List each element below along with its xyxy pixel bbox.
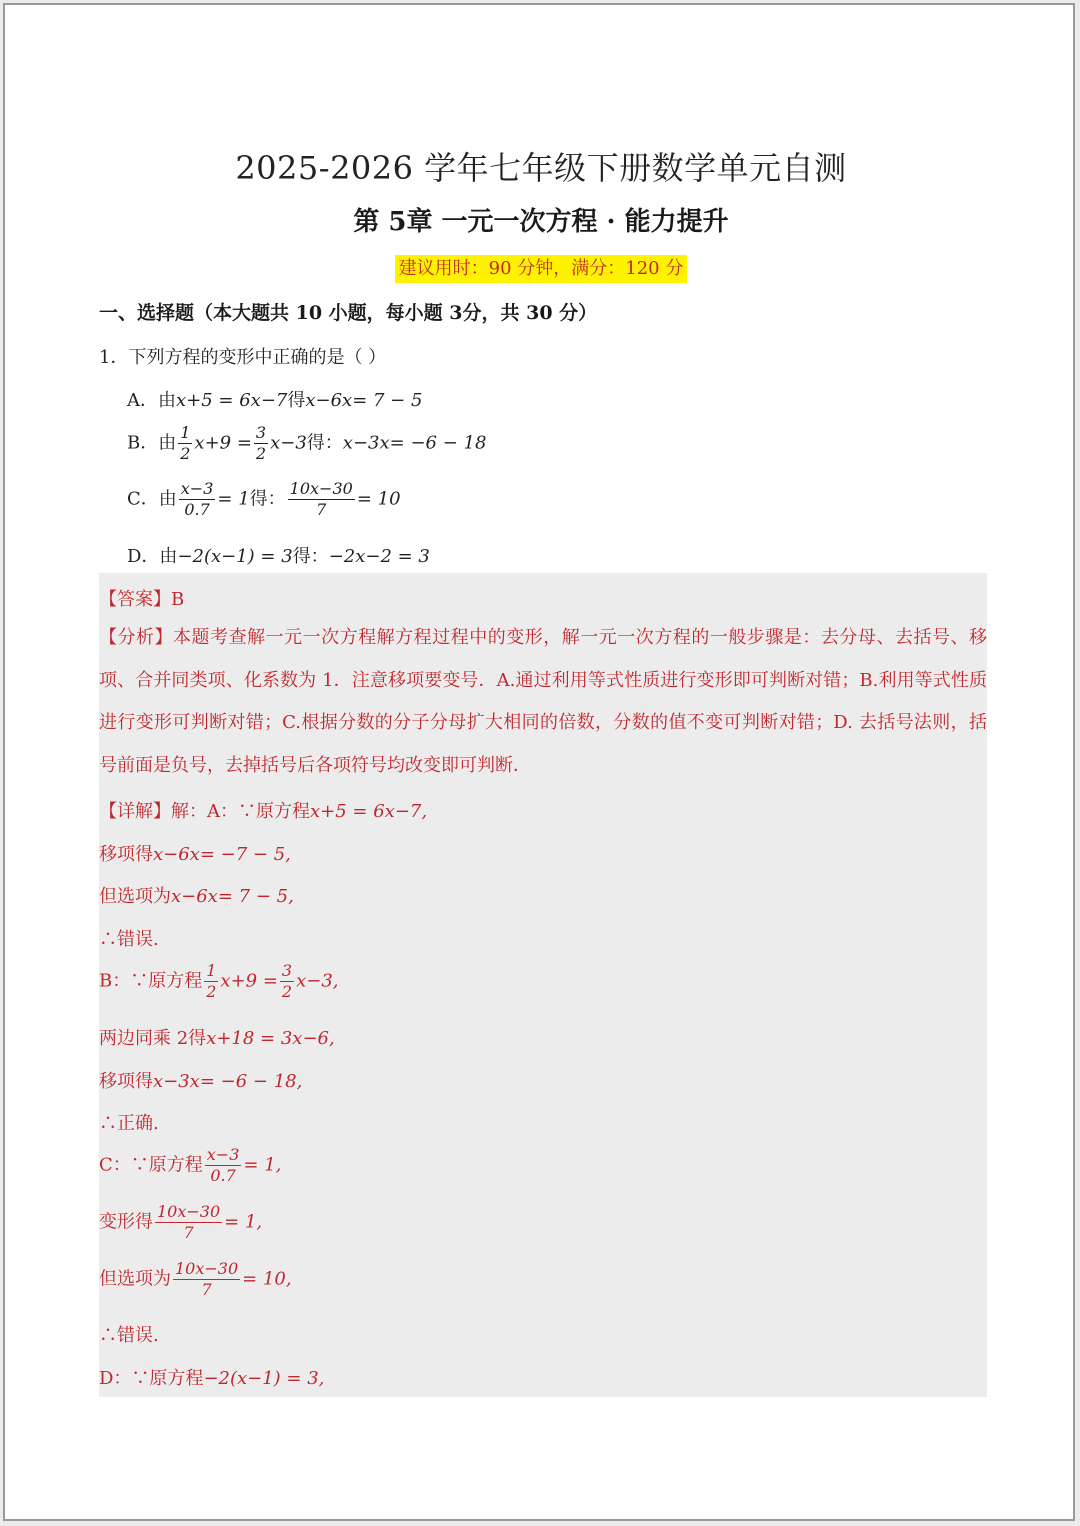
fraction-numerator: 10x−30 xyxy=(175,1259,239,1278)
detail-line-2 xyxy=(99,882,294,908)
fraction-denominator: 2 xyxy=(206,982,217,1001)
fraction-denominator: 2 xyxy=(180,444,191,463)
detail-8-fraction xyxy=(173,1259,240,1300)
option-b xyxy=(127,423,486,464)
detail-math: = 1, xyxy=(224,1211,263,1233)
detail-math: = 1, xyxy=(243,1154,282,1176)
chapter-subtitle: 第 5章 一元一次方程 · 能力提升 xyxy=(353,207,729,237)
option-a-math2: x−6x= 7 − 5 xyxy=(305,390,423,411)
fraction-denominator: 0.7 xyxy=(184,500,210,519)
fraction-numerator: 1 xyxy=(180,423,191,442)
option-b-fraction-1 xyxy=(178,423,192,464)
detail-b-fraction-1 xyxy=(204,961,218,1002)
option-c-math1: = 1 xyxy=(217,488,250,510)
option-b-fraction-2 xyxy=(254,423,268,464)
detail-math: x−3, xyxy=(296,970,339,992)
detail-text: 移项得 xyxy=(99,1071,153,1092)
detail-line-a xyxy=(99,797,427,823)
option-a xyxy=(127,386,422,412)
detail-math: x−3x= −6 − 18, xyxy=(153,1071,303,1092)
detail-line-d xyxy=(99,1364,324,1390)
detail-c-fraction xyxy=(205,1145,242,1186)
fraction-denominator: 2 xyxy=(281,982,293,1001)
detail-line-c xyxy=(99,1145,281,1186)
option-c-de: 得： xyxy=(249,488,286,510)
fraction-denominator: 7 xyxy=(316,500,327,519)
detail-label: 【详解】解：A：∵原方程 xyxy=(99,801,310,822)
option-d-de: 得： xyxy=(292,546,329,567)
fraction-denominator: 7 xyxy=(201,1280,212,1299)
option-b-math1: x+9 = xyxy=(194,432,252,454)
detail-line-8 xyxy=(99,1259,292,1300)
option-c-fraction-1 xyxy=(179,479,216,520)
option-d-math2: −2x−2 = 3 xyxy=(328,546,430,567)
detail-math: = 10, xyxy=(242,1268,292,1290)
option-d-math1: −2(x−1) = 3 xyxy=(177,546,293,567)
detail-line-5 xyxy=(99,1067,302,1093)
section-heading: 一、选择题（本大题共 10 小题，每小题 3分，共 30 分） xyxy=(99,302,598,324)
detail-text: 变形得 xyxy=(99,1211,153,1233)
option-b-prefix: B．由 xyxy=(127,432,177,454)
option-c-math2: = 10 xyxy=(356,488,401,510)
fraction-numerator: 1 xyxy=(206,961,217,980)
answer-line: 【答案】B xyxy=(99,589,185,610)
detail-a-math: x+5 = 6x−7, xyxy=(310,801,428,822)
option-c-prefix: C．由 xyxy=(127,488,177,510)
detail-text: 但选项为 xyxy=(99,1268,171,1290)
detail-line-7 xyxy=(99,1202,262,1243)
detail-math: x−6x= 7 − 5, xyxy=(171,886,294,907)
detail-line-1 xyxy=(99,840,291,866)
option-c-fraction-2 xyxy=(288,479,355,520)
option-a-de: 得 xyxy=(287,390,306,411)
fraction-numerator: x−3 xyxy=(180,479,214,498)
fraction-numerator: 3 xyxy=(255,423,267,442)
question-stem: 1．下列方程的变形中正确的是（ ） xyxy=(99,347,387,368)
document-page xyxy=(3,3,1075,1521)
detail-text: C：∵原方程 xyxy=(99,1154,203,1176)
document-title: 2025-2026 学年七年级下册数学单元自测 xyxy=(235,149,847,187)
analysis-paragraph: 【分析】本题考查解一元一次方程解方程过程中的变形，解一元一次方程的一般步骤是：去分母、去括号、移项、合并同类项、化系数为 1．注意移项要变号．A.通过利用等式性质进行变形即可判断对错；B.利用等式性质进行变形可判断对错；C.根据分数的分子分母扩大相同的倍数，分数的值不变可判断对错；D. 去括号法则，括号前面是负号，去掉括号后各项符号均改变即可判断． xyxy=(99,627,987,776)
detail-text: B：∵原方程 xyxy=(99,970,203,992)
time-hint-wrap xyxy=(5,255,1077,283)
option-b-math2: x−3 xyxy=(270,432,307,454)
fraction-denominator: 2 xyxy=(255,444,267,463)
fraction-numerator: x−3 xyxy=(206,1145,240,1164)
detail-line-9: ∴错误. xyxy=(99,1325,159,1346)
detail-text: 两边同乘 2得 xyxy=(99,1028,207,1049)
option-b-math3: x−3x= −6 − 18 xyxy=(342,432,487,454)
detail-line-6: ∴正确. xyxy=(99,1113,159,1134)
detail-b-fraction-2 xyxy=(280,961,294,1002)
option-c xyxy=(127,479,401,520)
fraction-numerator: 3 xyxy=(281,961,293,980)
option-a-prefix: A．由 xyxy=(127,390,176,411)
time-score-hint: 建议用时：90 分钟，满分：120 分 xyxy=(395,255,688,283)
detail-text: 移项得 xyxy=(99,844,153,865)
detail-text: 但选项为 xyxy=(99,886,171,907)
option-a-math1: x+5 = 6x−7 xyxy=(176,390,288,411)
option-d-prefix: D．由 xyxy=(127,546,178,567)
detail-7-fraction xyxy=(155,1202,222,1243)
option-b-de: 得： xyxy=(306,432,343,454)
fraction-numerator: 10x−30 xyxy=(157,1202,221,1221)
fraction-denominator: 0.7 xyxy=(210,1166,236,1185)
detail-math: x+18 = 3x−6, xyxy=(206,1028,335,1049)
detail-line-4 xyxy=(99,1024,335,1050)
detail-math: x+9 = xyxy=(220,970,278,992)
detail-text: D：∵原方程 xyxy=(99,1368,204,1389)
option-d xyxy=(127,542,430,568)
detail-math: −2(x−1) = 3, xyxy=(203,1368,325,1389)
detail-line-b xyxy=(99,961,339,1002)
detail-math: x−6x= −7 − 5, xyxy=(153,844,291,865)
detail-line-3: ∴错误. xyxy=(99,929,159,950)
fraction-denominator: 7 xyxy=(183,1223,194,1242)
fraction-numerator: 10x−30 xyxy=(289,479,353,498)
